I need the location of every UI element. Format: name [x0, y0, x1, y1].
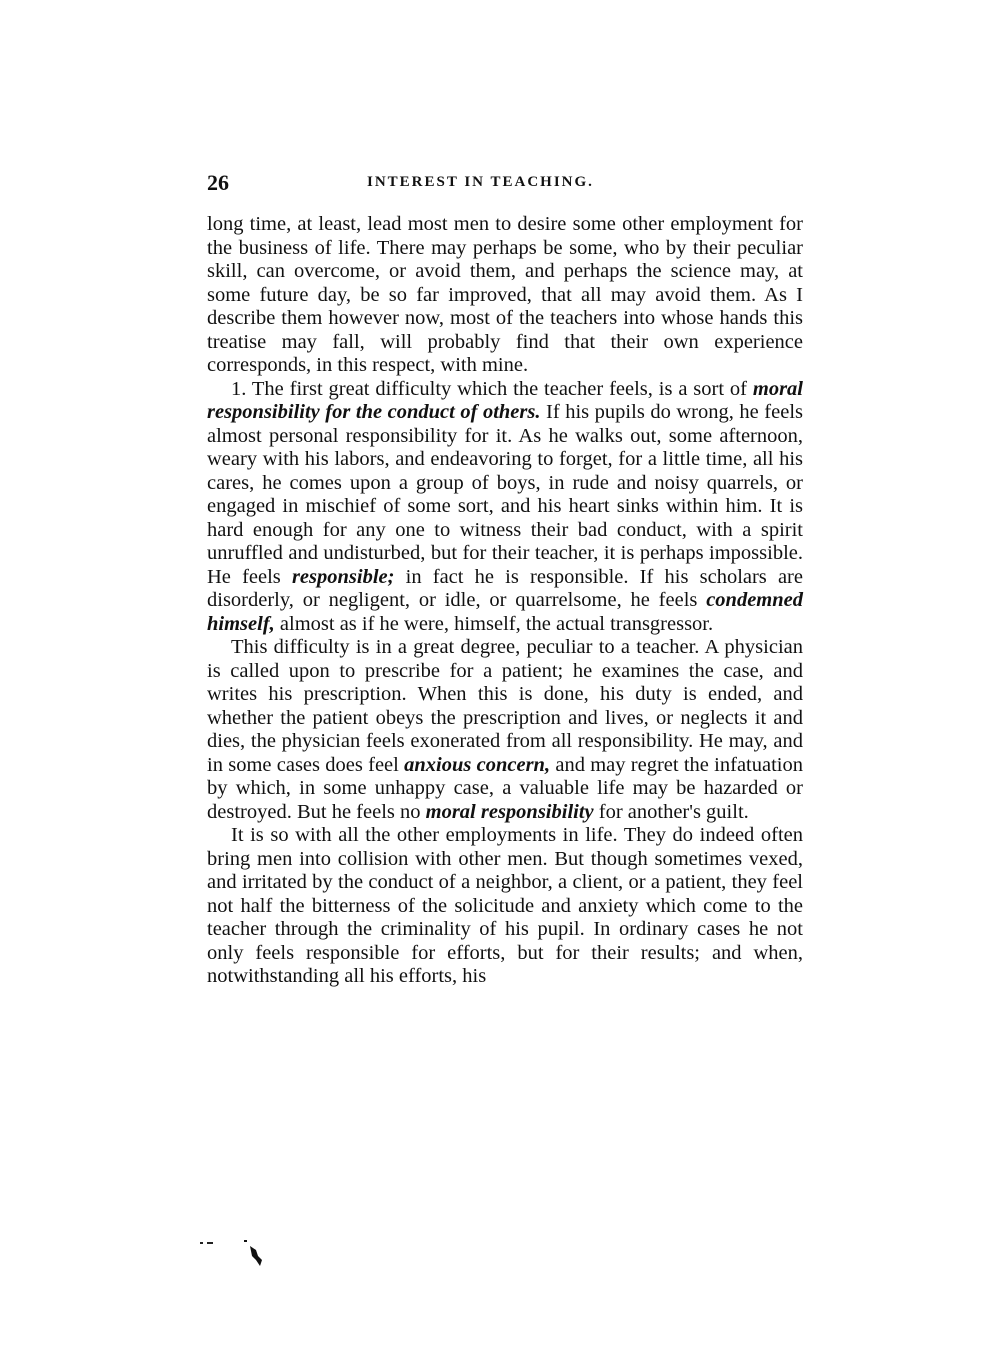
paragraph-3-emphasis-2: moral responsibility	[425, 800, 594, 823]
paragraph-2-text-e: in fact he is responsible. If his scholars are disorderly, or negligent, or idle, or quarrelsome, he feels	[207, 565, 803, 611]
paragraph-2-emphasis-3: condemned himself,	[207, 589, 803, 635]
paragraph-1: long time, at least, lead most men to desire some other employment for the business of life. There may perhaps be some, who by their peculiar skill, can overcome, or avoid them, and perhaps the science may, at some future day, be so far improved, that all may avoid them. As I describe them however now, most of the teachers into whose hands this treatise may fall, will probably find that their own experience corresponds, in this respect, with mine.	[207, 213, 803, 376]
paragraph-3-text-c: and may regret the infatuation by which, in some unhappy case, a valuable life may be hazarded or destroyed. But he feels no	[207, 753, 803, 823]
paragraph-3-emphasis-1: anxious concern,	[404, 753, 551, 776]
paragraph-2-text-g: almost as if he were, himself, the actual transgressor.	[274, 612, 714, 635]
stray-mark	[200, 1230, 222, 1251]
ink-blot-icon	[244, 1240, 274, 1270]
paragraph-3	[207, 636, 803, 824]
body-text	[207, 213, 803, 989]
paragraph-2-text-c: If his pupils do wrong, he feels almost personal responsibility for it. As he walks out, some afternoon, weary with his labors, and endeavoring to forget, for a little time, all his cares, he comes upon a group of boys, in rude and noisy quarrels, or engaged in mischief of some sort, and his heart sinks within him. It is hard enough for any one to witness their bad conduct, with a spirit unruffled and undisturbed, but for their teacher, it is perhaps impossible. He feels	[207, 401, 804, 588]
paragraph-2	[207, 378, 803, 637]
paragraph-2-emphasis-1: moral responsibility for the conduct of others.	[207, 377, 803, 423]
page-header	[207, 170, 807, 200]
paragraph-3-text-a: This difficulty is in a great degree, peculiar to a teacher. A physician is called upon to prescribe for a patient; he examines the case, and writes his prescription. When this is done, his duty is ended, and whether the patient obeys the prescription and lives, or neglects it and dies, the physician feels exonerated from all responsibility. He may, and in some cases does feel	[207, 636, 803, 776]
page-number: 26	[207, 170, 229, 195]
paragraph-4: It is so with all the other employments in life. They do indeed often bring men into collision with other men. But though sometimes vexed, and irritated by the conduct of a neighbor, a client, or a patient, they feel not half the bitterness of the solicitude and anxiety which come to the teacher through the criminality of his pupil. In ordinary cases he not only feels responsible for efforts, but for their results; and when, notwithstanding all his efforts, his	[207, 824, 803, 987]
ink-blot-mark	[244, 1240, 274, 1275]
paragraph-2-text-a: 1. The first great difficulty which the teacher feels, is a sort of	[231, 377, 753, 400]
stray-dash-icon	[200, 1240, 222, 1246]
running-head: INTEREST IN TEACHING.	[367, 174, 594, 190]
paragraph-3-text-e: for another's guilt.	[593, 800, 749, 823]
paragraph-2-emphasis-2: responsible;	[291, 565, 395, 588]
